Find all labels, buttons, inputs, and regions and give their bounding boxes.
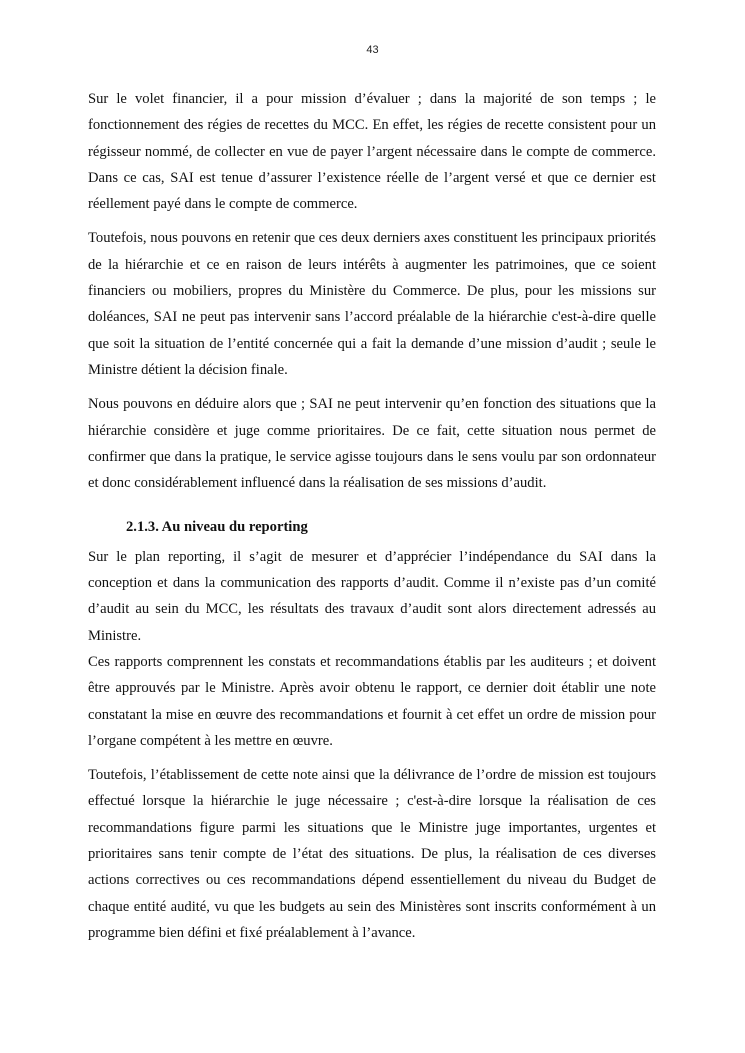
page-body [88, 86, 656, 954]
section-heading: 2.1.3. Au niveau du reporting [126, 519, 308, 536]
paragraph: Toutefois, nous pouvons en retenir que ces deux derniers axes constituent les principaux priorités de la hiérarchie et ce en raison de leurs intérêts à augmenter les patrimoines, que ce soient financiers ou mobiliers, propres du Ministère du Commerce. De plus, pour les missions sur doléances, SAI ne peut pas intervenir sans l’accord préalable de la hiérarchie c'est-à-dire quelle que soit la situation de l’entité concernée qui a fait la demande d’une mission d’audit ; seule le Ministre détient la décision finale. [88, 230, 656, 378]
paragraph: Sur le volet financier, il a pour mission d’évaluer ; dans la majorité de son temps ; le fonctionnement des régies de recettes du MCC. En effet, les régies de recette consistent pour un régisseur nommé, de collecter en vue de payer l’argent nécessaire dans le compte de commerce. Dans ce cas, SAI est tenue d’assurer l’existence réelle de l’argent versé et que ce dernier est réellement payé dans le compte de commerce. [88, 91, 656, 213]
paragraph: Nous pouvons en déduire alors que ; SAI ne peut intervenir qu’en fonction des situations que la hiérarchie considère et juge comme prioritaires. De ce fait, cette situation nous permet de confirmer que dans la pratique, le service agisse toujours dans le sens voulu par son ordonnateur et donc considérablement influencé dans la réalisation de ses missions d’audit. [88, 396, 656, 492]
paragraph: Toutefois, l’établissement de cette note ainsi que la délivrance de l’ordre de mission est toujours effectué lorsque la hiérarchie le juge nécessaire ; c'est-à-dire lorsque la réalisation de ces recommandations figure parmi les situations que le Ministre juge importantes, urgentes et prioritaires sans tenir compte de l’état des situations. De plus, la réalisation de ces diverses actions correctives ou ces recommandations dépend essentiellement du niveau du Budget de chaque entité audité, vu que les budgets au sein des Ministères sont inscrits conformément à un programme bien défini et fixé préalablement à l’avance. [88, 767, 656, 941]
paragraph: Ces rapports comprennent les constats et recommandations établis par les auditeurs ; et doivent être approuvés par le Ministre. Après avoir obtenu le rapport, ce dernier doit établir une note constatant la mise en œuvre des recommandations et fournit à cet effet un ordre de mission pour l’organe compétent à les mettre en œuvre. [88, 653, 656, 749]
page-number: 43 [366, 44, 379, 56]
paragraph: Sur le plan reporting, il s’agit de mesurer et d’apprécier l’indépendance du SAI dans la conception et dans la communication des rapports d’audit. Comme il n’existe pas d’un comité d’audit au sein du MCC, les résultats des travaux d’audit sont alors directement adressés au Ministre. [88, 548, 656, 644]
